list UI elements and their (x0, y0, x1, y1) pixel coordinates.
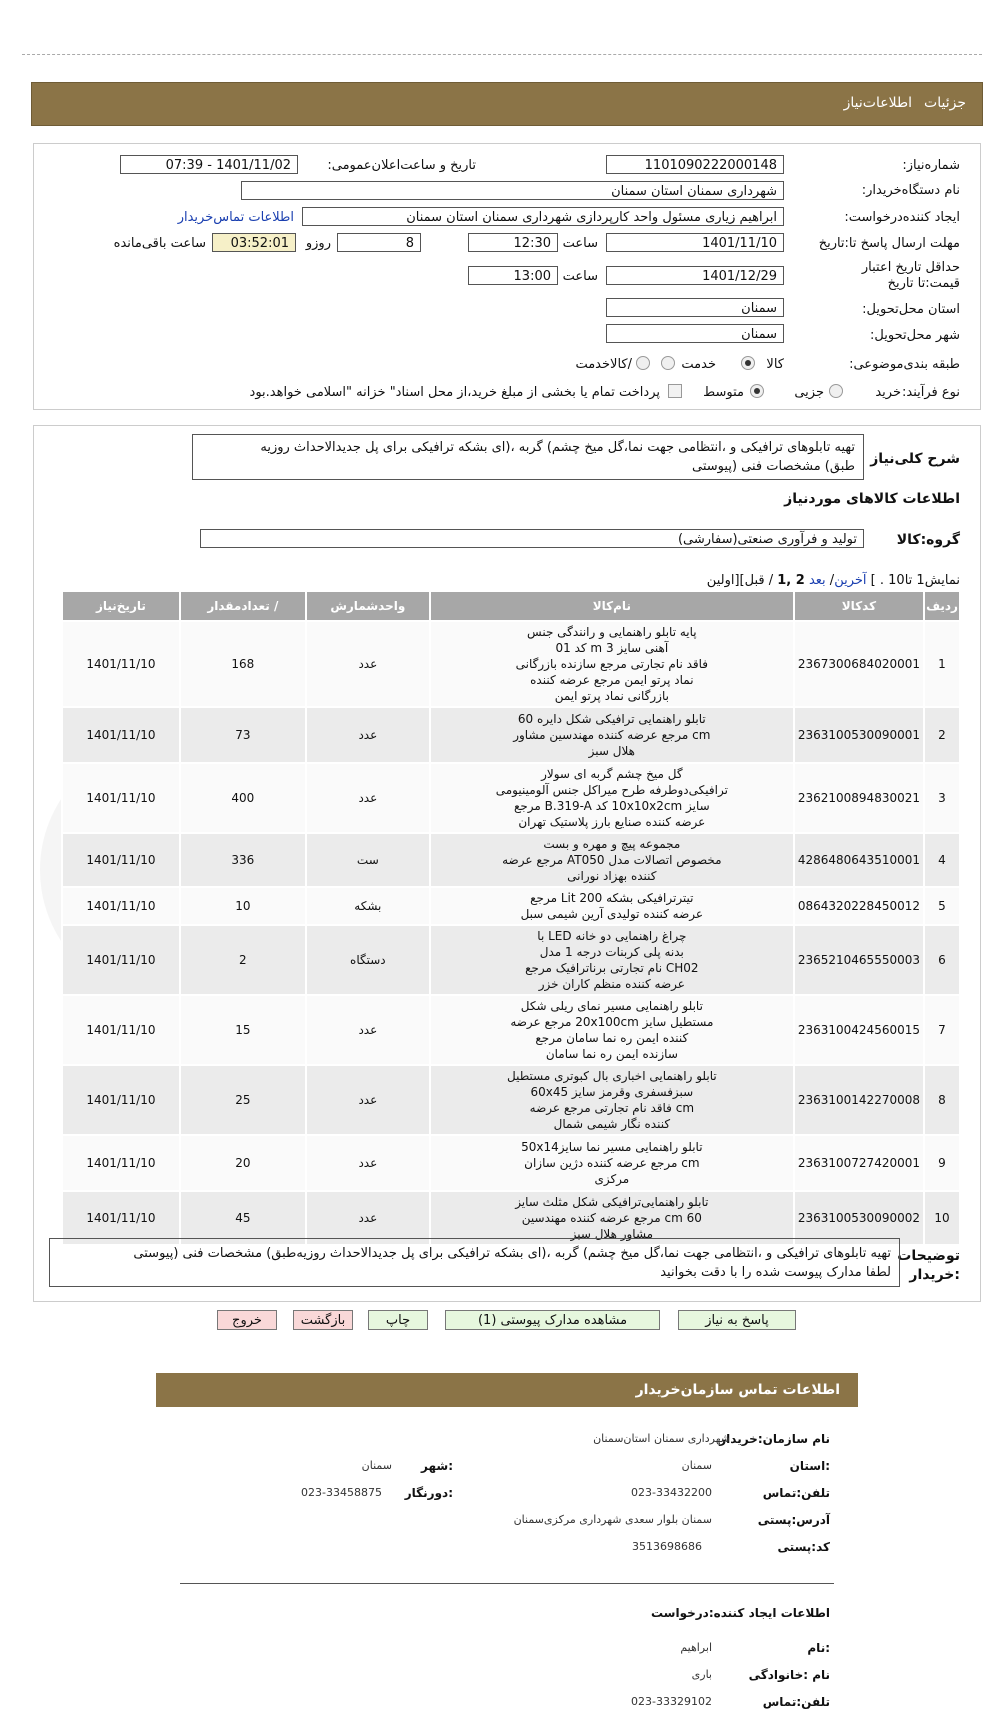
province-label: استان محل‌تحویل: (862, 302, 960, 317)
process-medium-radio[interactable] (750, 384, 764, 398)
contact-separator (180, 1583, 834, 1584)
table-row (62, 1065, 960, 1135)
cell-name: مجموعه پیچ و مهره و بست مخصوص اتصالات مدل AT050 مرجع عرضه کننده بهزاد نورانی (430, 833, 794, 887)
category-goods-label: کالا (766, 357, 784, 372)
buyer-notes-label-line1: توضیحات (897, 1248, 960, 1264)
treasury-payment-checkbox[interactable] (668, 384, 682, 398)
treasury-payment-note: پرداخت تمام یا بخشی از مبلغ خرید،از محل اسناد" خزانه "اسلامی خواهد.بود (249, 385, 660, 400)
postal-value: 3513698686 (632, 1540, 702, 1553)
cell-code: 2365210465550003 (794, 925, 924, 995)
summary-label: شرح کلی‌نیاز (870, 451, 960, 467)
table-row (62, 995, 960, 1065)
buyer-notes-line1: تهیه تابلوهای ترافیکی و ،انتظامی جهت نما،گل میخ چشم) گربه ،(ای بشکه ترافیکی برای پل جدیدالاحداث روزیه‌طبق) مشخصات فنی (پیوستی (133, 1246, 891, 1261)
col-date: تاریخ‌نیاز (62, 591, 180, 621)
process-buy-label: خرید (875, 385, 901, 400)
days-field: 8 (337, 233, 421, 252)
cell-name: چراغ راهنمایی دو خانه LED با بدنه پلی کربنات درجه 1 مدل CH02 نام تجارتی برناترافیک مرجع عرضه کننده منظم کاران خزر (430, 925, 794, 995)
print-button[interactable]: چاپ (368, 1310, 428, 1330)
summary-text-box (192, 434, 864, 480)
table-row (62, 621, 960, 707)
attachments-button[interactable]: مشاهده مدارک پیوستی (1) (445, 1310, 660, 1330)
creator-label: ایجاد کننده‌درخواست: (844, 210, 960, 225)
buyer-notes-box (49, 1238, 900, 1287)
cell-date: 1401/11/10 (62, 995, 180, 1065)
cell-unit: عدد (306, 1135, 430, 1191)
summary-text-line1: تهیه تابلوهای ترافیکی و ،انتظامی جهت نما،گل میخ چشم) گربه ،(ای بشکه ترافیکی برای پل جدیدالاحداث روزیه (260, 440, 855, 455)
back-button[interactable]: بازگشت (293, 1310, 353, 1330)
fax-label: :دورنگار (404, 1486, 453, 1500)
cell-unit: عدد (306, 763, 430, 833)
city-label: شهر محل‌تحویل: (870, 328, 960, 343)
family-label: نام :خانوادگی (748, 1668, 830, 1682)
address-value: سمنان بلوار سعدی شهرداری مرکزی‌سمنان (513, 1513, 712, 1526)
contact-title: اطلاعات تماس سازمان‌خریدار (635, 1382, 840, 1398)
contact-phone-label: تلفن:تماس (762, 1695, 830, 1709)
tab-details[interactable]: جزئیات (924, 95, 966, 111)
process-partial-radio[interactable] (829, 384, 843, 398)
cell-unit: عدد (306, 707, 430, 763)
buyer-org-field: شهرداری سمنان استان سمنان (241, 181, 784, 200)
reply-button[interactable]: پاسخ به نیاز (678, 1310, 796, 1330)
phone-label: تلفن:تماس (762, 1486, 830, 1500)
pager-last[interactable]: آخرین (834, 573, 867, 588)
cell-qty: 15 (180, 995, 306, 1065)
cell-code: 2363100530090001 (794, 707, 924, 763)
summary-text-line2: طبق) مشخصات فنی (پیوستی (692, 459, 855, 474)
top-divider (22, 54, 982, 55)
cell-code: 4286480643510001 (794, 833, 924, 887)
deadline-label: مهلت ارسال پاسخ تا:تاریخ (818, 236, 960, 251)
buyer-notes-line2: لطفا مدارک پیوست شده را با دقت بخوانید (660, 1265, 891, 1280)
pager-next[interactable]: بعد (808, 573, 826, 588)
group-field: تولید و فرآوری صنعتی(سفارشی) (200, 529, 864, 548)
goods-table-header (62, 591, 960, 621)
tab-need-info[interactable]: اطلاعات‌نیاز (843, 95, 912, 111)
col-unit: واحدشمارش (306, 591, 430, 621)
cell-row: 8 (924, 1065, 960, 1135)
group-label: گروه:کالا (896, 532, 960, 548)
cell-qty: 400 (180, 763, 306, 833)
cell-row: 9 (924, 1135, 960, 1191)
announce-label: تاریخ و ساعت‌اعلان‌عمومی: (327, 158, 476, 173)
buyer-notes-label (897, 1247, 960, 1285)
cell-row: 4 (924, 833, 960, 887)
table-row (62, 1191, 960, 1245)
cell-code: 2363100142270008 (794, 1065, 924, 1135)
cell-row: 1 (924, 621, 960, 707)
table-row (62, 1135, 960, 1191)
cell-code: 0864320228450012 (794, 887, 924, 925)
cell-date: 1401/11/10 (62, 1135, 180, 1191)
remaining-time-field: 03:52:01 (212, 233, 296, 252)
remaining-label: ساعت باقی‌مانده (113, 236, 206, 251)
cell-name: پایه تابلو راهنمایی و رانندگی جنس آهنی سایز 3 m کد 01 فاقد نام تجارتی مرجع سازنده بازرگانی نماد پرتو ایمن مرجع عرضه کننده بازرگانی نماد پرتو ایمن (430, 621, 794, 707)
process-partial-label: جزیی (794, 385, 824, 400)
cell-unit: عدد (306, 1191, 430, 1245)
cell-row: 5 (924, 887, 960, 925)
cell-row: 7 (924, 995, 960, 1065)
province-contact-label: :استان (789, 1459, 830, 1473)
phone-value: 023-33432200 (631, 1486, 712, 1499)
process-medium-label: متوسط (703, 385, 744, 400)
deadline-time-label: ساعت (562, 236, 598, 251)
cell-name: تابلو راهنمایی‌ترافیکی شکل مثلث سایز 60 cm مرجع عرضه کننده مهندسین مشاور هلال سبز (430, 1191, 794, 1245)
cell-code: 2367300684020001 (794, 621, 924, 707)
creator-section-title: اطلاعات ایجاد کننده‌:درخواست (650, 1606, 830, 1620)
cell-unit: عدد (306, 621, 430, 707)
cell-date: 1401/11/10 (62, 887, 180, 925)
need-number-field: 1101090222000148 (606, 155, 784, 174)
col-qty: / تعدادمقدار (180, 591, 306, 621)
cell-name: تابلو راهنمایی اخباری بال کبوتری مستطیل سبزفسفری وقرمز سایز 60x45 cm فاقد نام تجارتی مرجع عرضه کننده نگار شیمی شمال (430, 1065, 794, 1135)
deadline-time-field: 12:30 (468, 233, 558, 252)
cell-date: 1401/11/10 (62, 1191, 180, 1245)
pager-pages[interactable]: 2 ,1 (777, 573, 805, 588)
cell-name: تابلو راهنمایی مسیر نما سایز50x14 cm مرجع عرضه کننده دژین سازان مرکزی (430, 1135, 794, 1191)
table-row (62, 763, 960, 833)
creator-field: ابراهیم زیاری مسئول واحد کارپردازی شهرداری سمنان استان سمنان (302, 207, 784, 226)
cell-row: 3 (924, 763, 960, 833)
pager-bracket: ] (870, 573, 876, 588)
buyer-notes-label-line2: :خریدار (909, 1267, 960, 1283)
pager: نمایش1 تا10 . ] آخرین/ بعد 2 ,1 / قبل][اولین (706, 573, 960, 588)
cell-date: 1401/11/10 (62, 763, 180, 833)
cell-qty: 168 (180, 621, 306, 707)
address-label: آدرس:پستی (757, 1513, 830, 1527)
pager-prev-first[interactable]: قبل][اولین (706, 573, 765, 588)
name-value: ابراهیم (680, 1641, 712, 1654)
category-goods-service-label: /کالاخدمت (575, 357, 632, 372)
cell-code: 2362100894830021 (794, 763, 924, 833)
cell-code: 2363100530090002 (794, 1191, 924, 1245)
buyer-org-label: نام دستگاه‌خریدار: (861, 183, 960, 198)
exit-button[interactable]: خروج (217, 1310, 277, 1330)
table-row (62, 925, 960, 995)
city-contact-value: سمنان (361, 1459, 392, 1472)
cell-date: 1401/11/10 (62, 1065, 180, 1135)
col-row: ردیف (924, 591, 960, 621)
province-field: سمنان (606, 298, 784, 317)
page-header-bar (31, 82, 983, 126)
org-label: نام سازمان‌:خریدار (719, 1432, 830, 1446)
org-value: شهرداری سمنان استان‌سمنان (593, 1432, 730, 1445)
deadline-date-field: 1401/11/10 (606, 233, 784, 252)
cell-name: گل میخ چشم گربه ای سولار ترافیکی‌دوطرفه طرح میراکل جنس آلومینیومی سایز 10x10x2cm کد B.319-A مرجع عرضه کننده صنایع بارز پلاستیک تهران (430, 763, 794, 833)
cell-qty: 25 (180, 1065, 306, 1135)
province-contact-value: سمنان (681, 1459, 712, 1472)
name-label: :نام (807, 1641, 830, 1655)
city-contact-label: :شهر (421, 1459, 453, 1473)
col-code: کدکالا (794, 591, 924, 621)
contact-header (156, 1373, 858, 1407)
cell-row: 6 (924, 925, 960, 995)
fax-value: 023-33458875 (301, 1486, 382, 1499)
days-label: روزو (305, 236, 331, 251)
category-service-label: خدمت (681, 357, 716, 372)
cell-code: 2363100727420001 (794, 1135, 924, 1191)
cell-qty: 10 (180, 887, 306, 925)
cell-date: 1401/11/10 (62, 707, 180, 763)
cell-code: 2363100424560015 (794, 995, 924, 1065)
table-row (62, 887, 960, 925)
process-label: نوع فرآیند: (902, 385, 960, 400)
category-goods-radio[interactable] (741, 356, 755, 370)
announce-field: 1401/11/02 - 07:39 (120, 155, 298, 174)
col-name: نام‌کالا (430, 591, 794, 621)
cell-name: تیترترافیکی بشکه 200 Lit مرجع عرضه کننده تولیدی آرین شیمی سبل (430, 887, 794, 925)
validity-date-field: 1401/12/29 (606, 266, 784, 285)
city-field: سمنان (606, 324, 784, 343)
cell-date: 1401/11/10 (62, 833, 180, 887)
cell-unit: دستگاه (306, 925, 430, 995)
cell-row: 10 (924, 1191, 960, 1245)
table-row (62, 833, 960, 887)
category-service-radio[interactable] (661, 356, 675, 370)
contact-phone-value: 023-33329102 (631, 1695, 712, 1708)
cell-qty: 336 (180, 833, 306, 887)
cell-unit: ست (306, 833, 430, 887)
cell-unit: عدد (306, 1065, 430, 1135)
pager-show: نمایش1 تا10 . (879, 573, 960, 588)
cell-unit: بشکه (306, 887, 430, 925)
cell-qty: 20 (180, 1135, 306, 1191)
category-goods-service-radio[interactable] (636, 356, 650, 370)
need-number-label: شماره‌نیاز: (902, 158, 960, 173)
validity-time-field: 13:00 (468, 266, 558, 285)
cell-qty: 2 (180, 925, 306, 995)
cell-name: تابلو راهنمایی ترافیکی شکل دایره 60 cm مرجع عرضه کننده مهندسین مشاور هلال سبز (430, 707, 794, 763)
validity-time-label: ساعت (562, 269, 598, 284)
cell-row: 2 (924, 707, 960, 763)
table-row (62, 707, 960, 763)
validity-label: حداقل تاریخ اعتبار قیمت:تا تاریخ (861, 260, 960, 291)
goods-table (61, 590, 961, 1246)
cell-qty: 45 (180, 1191, 306, 1245)
family-value: باری (691, 1668, 712, 1681)
buyer-contact-link[interactable]: اطلاعات تماس‌خریدار (177, 210, 294, 225)
postal-label: کد:پستی (777, 1540, 830, 1554)
goods-info-title: اطلاعات کالاهای موردنیاز (784, 491, 960, 507)
cell-unit: عدد (306, 995, 430, 1065)
cell-name: تابلو راهنمایی مسیر نمای ریلی شکل مستطیل سایز 20x100cm مرجع عرضه کننده ایمن ره نما سامان مرجع سازنده ایمن ره نما سامان (430, 995, 794, 1065)
cell-qty: 73 (180, 707, 306, 763)
cell-date: 1401/11/10 (62, 925, 180, 995)
category-label: طبقه بندی‌موضوعی: (849, 357, 960, 372)
cell-date: 1401/11/10 (62, 621, 180, 707)
